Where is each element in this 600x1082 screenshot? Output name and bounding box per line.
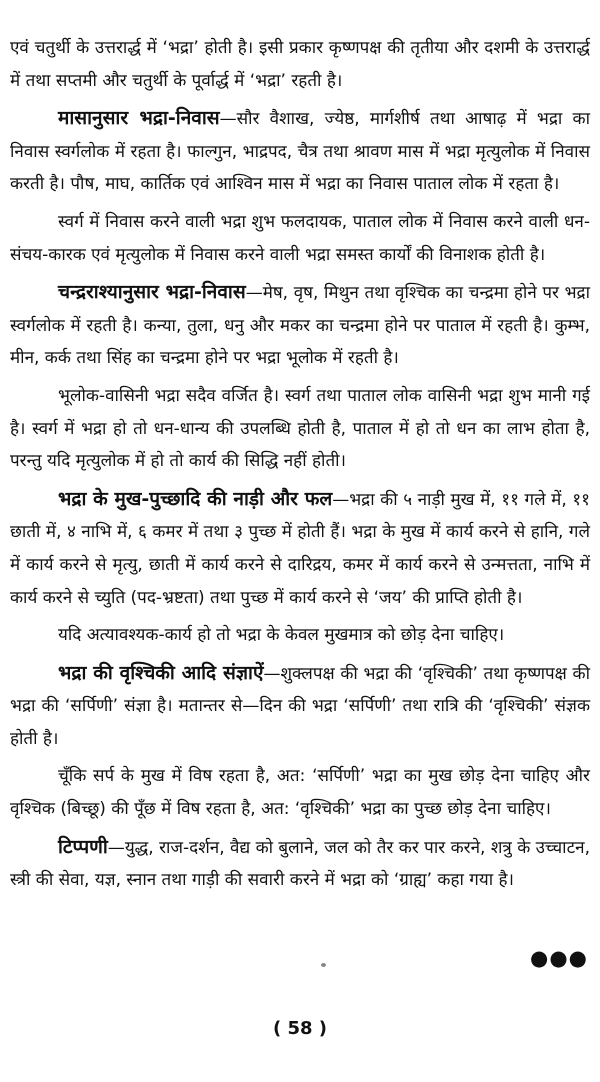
section-heading: भद्रा के मुख-पुच्छादि की नाड़ी और फल [58,487,333,510]
paragraph-text: —शुक्लपक्ष की भद्रा की ‘वृश्चिकी’ तथा कृष्णपक्ष की भद्रा की ‘सर्पिणी’ संज्ञा है। मतान्तर से—दिन की भद्रा ‘सर्पिणी’ तथा रात्रि की ‘वृश्चिकी’ संज्ञक होती है। [10,663,590,749]
paragraph-text: यदि अत्यावश्यक-कार्य हो तो भद्रा के केवल मुखमात्र को छोड़ देना चाहिए। [58,625,505,646]
paragraph-continuation [10,32,590,97]
paragraph-text: —युद्ध, राज-दर्शन, वैद्य को बुलाने, जल को तैर कर पार करने, शत्रु के उच्चाटन, स्त्री की सेवा, यज्ञ, स्नान तथा गाड़ी की सवारी करने में भद्रा को ‘ग्राह्य’ कहा गया है। [10,837,590,891]
paragraph-mukh-puchh [10,483,590,614]
paragraph-moon-sign-residence [10,276,590,375]
paragraph-text: चूँकि सर्प के मुख में विष रहता है, अत: ‘सर्पिणी’ भद्रा का मुख छोड़ देना चाहिए और वृश्चिक (बिच्छू) की पूँछ में विष रहता है, अत: ‘वृश्चिकी’ भद्रा का पुच्छ छोड़ देना चाहिए। [10,766,590,820]
section-heading: चन्द्रराश्यानुसार भद्रा-निवास [58,281,246,304]
paragraph-bhuloka [10,380,590,478]
paragraph-text: —सौर वैशाख, ज्येष्ठ, मार्गशीर्ष तथा आषाढ़ में भद्रा का निवास स्वर्गलोक में रहता है। फाल्गुन, भाद्रपद, चैत्र तथा श्रावण मास में भद्रा मृत्युलोक में निवास करती है। पौष, माघ, कार्तिक एवं आश्विन मास में भद्रा का निवास पाताल लोक में रहता है। [10,109,590,195]
page-number: ( 58 ) [272,1018,328,1039]
paragraph-note [10,831,590,897]
paragraph-vrishchiki [10,657,590,756]
paragraph-text: —भद्रा की ५ नाड़ी मुख में, ११ गले में, ११ छाती में, ४ नाभि में, ६ कमर में तथा ३ पुच्छ में होती हैं। भद्रा के मुख में कार्य करने से हानि, गले में कार्य करने से मृत्यु, छाती में कार्य करने से दारिद्रय, कमर में कार्य करने से उन्मत्तता, नाभि में कार्य करने से च्युति (पद-भ्रष्टता) तथा पुच्छ में कार्य करने से ‘जय’ की प्राप्ति होती है। [10,489,590,608]
section-heading: टिप्पणी [58,835,108,858]
paragraph-text: एवं चतुर्थी के उत्तरार्द्ध में ‘भद्रा’ होती है। इसी प्रकार कृष्णपक्ष की तृतीया और दशमी के उत्तरार्द्ध में तथा सप्तमी और चतुर्थी के पूर्वार्द्ध में ‘भद्रा’ रहती है। [10,38,590,91]
paragraph-urgent-work [10,619,590,652]
paragraph-text: —मेष, वृष, मिथुन तथा वृश्चिक का चन्द्रमा होने पर भद्रा स्वर्गलोक में रहती है। कन्या, तुला, धनु और मकर का चन्द्रमा होने पर पाताल में रहती है। कुम्भ, मीन, कर्क तथा सिंह का चन्द्रमा होने पर भद्रा भूलोक में रहती है। [10,283,590,369]
paragraph-text: भूलोक-वासिनी भद्रा सदैव वर्जित है। स्वर्ग तथा पाताल लोक वासिनी भद्रा शुभ मानी गई है। स्वर्ग में भद्रा हो तो धन-धान्य की उपलब्धि होती है, पाताल में हो तो धन का लाभ होता है, परन्तु यदि मृत्युलोक में हो तो कार्य की सिद्धि नहीं होती। [10,385,590,472]
section-heading: भद्रा की वृश्चिकी आदि संज्ञाऐं [58,661,264,684]
paragraph-serpent-scorpion [10,760,590,825]
paragraph-month-residence [10,102,590,201]
paragraph-text: स्वर्ग में निवास करने वाली भद्रा शुभ फलदायक, पाताल लोक में निवास करने वाली धन-संचय-कारक एवं मृत्युलोक में निवास करने वाली भद्रा समस्त कार्यों की विनाशक होती है। [10,211,590,265]
paragraph-residence-effects [10,206,590,271]
section-heading: मासानुसार भद्रा-निवास [58,107,220,130]
end-ornament: ●●● [530,946,588,970]
print-speck [321,963,326,967]
